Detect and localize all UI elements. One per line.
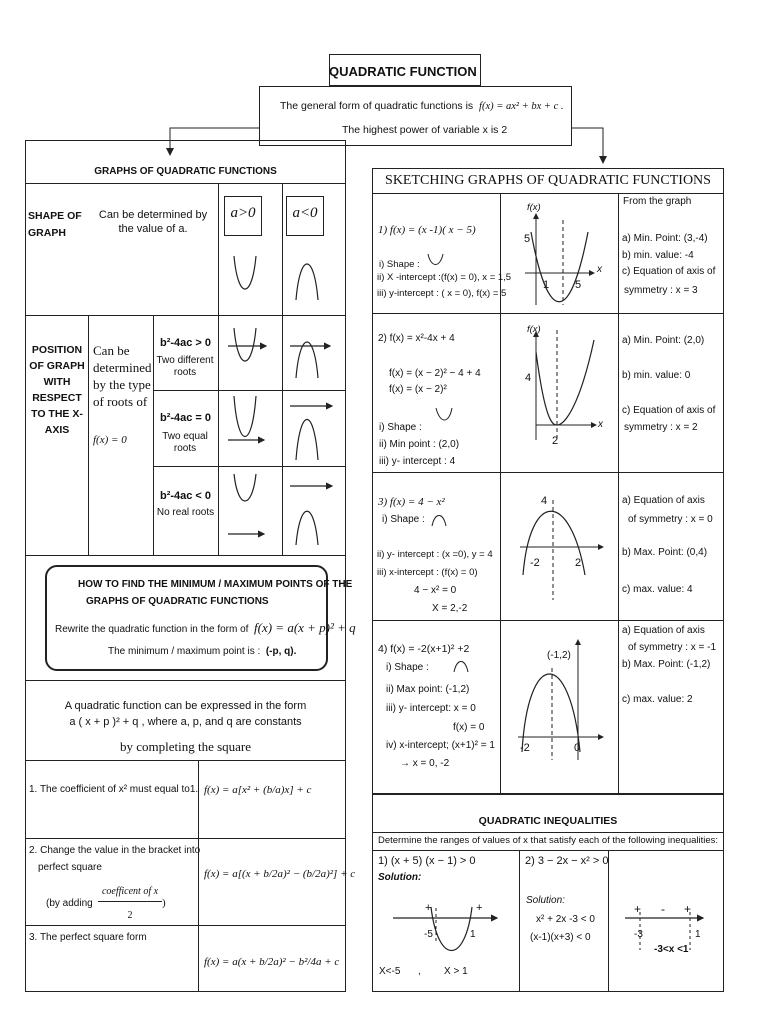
step-2-adding: (by adding: [46, 898, 93, 909]
disc-desc-1: Two different roots: [156, 355, 214, 378]
ex2-right-2: b) min. value: 0: [622, 370, 691, 381]
step-2-frac-den: 2: [127, 910, 133, 921]
a-pos-label: a>0: [230, 205, 256, 221]
q1-solution: Solution:: [378, 872, 422, 883]
ex4-line-4: f(x) = 0: [453, 722, 485, 733]
ex3-right-4: c) max. value: 4: [622, 584, 693, 595]
ex3-y4: 4: [541, 495, 548, 507]
ex4-x0: 0: [574, 742, 581, 754]
ex1-line-1: i) Shape :: [379, 259, 420, 270]
inequalities-instruction: Determine the ranges of values of x that satisfy each of the following inequalities:: [377, 835, 719, 846]
inequalities-title: QUADRATIC INEQUALITIES: [478, 815, 618, 827]
ex2-right-3: c) Equation of axis of: [622, 405, 716, 416]
q2: 2) 3 − 2x − x² > 0: [525, 855, 609, 867]
q1-p1: 1: [470, 929, 476, 940]
ex2-axis-x: x: [598, 419, 603, 430]
ex1-right-1: a) Min. Point: (3,-4): [622, 233, 708, 244]
q1-plus-right: +: [476, 902, 483, 914]
ex4-right-2: of symmetry : x = -1: [628, 642, 717, 653]
q2-range: -3<x <1: [654, 944, 689, 955]
ex3-line-1: i) Shape :: [382, 514, 425, 525]
q1-answer-right: X > 1: [444, 966, 468, 977]
ex1-x1: 1: [543, 279, 550, 291]
ex3-right-2: of symmetry : x = 0: [628, 514, 713, 525]
q2-plus-left: +: [634, 902, 642, 916]
ex3-line-4: 4 − x² = 0: [414, 585, 457, 596]
ex1-line-3: iii) y-intercept : ( x = 0), f(x) = 5: [377, 288, 507, 299]
ex1-line-2: ii) X -intercept :(f(x) = 0), x = 1,5: [377, 272, 512, 283]
ex4-line-1: i) Shape :: [386, 662, 429, 673]
ex4-right-3: b) Max. Point: (-1,2): [622, 659, 711, 670]
ex1-fx: 1) f(x) = (x -1)( x − 5): [378, 224, 476, 236]
ex1-right-2: b) min. value: -4: [622, 250, 694, 261]
completing-intro-2: a ( x + p )² + q , where a, p, and q are constants: [69, 716, 302, 728]
a-neg-label: a<0: [292, 205, 318, 221]
position-label: POSITION OF GRAPH WITH RESPECT TO THE X-AXIS: [29, 344, 85, 436]
ex4-peak: (-1,2): [547, 650, 571, 661]
disc-desc-2: Two equal roots: [162, 431, 208, 454]
ex2-right-1: a) Min. Point: (2,0): [622, 335, 705, 346]
q1-m5: -5: [424, 929, 433, 940]
ex2-line-3: i) Shape :: [379, 422, 422, 433]
disc-desc-3: No real roots: [156, 507, 215, 518]
step-1: 1. The coefficient of x² must equal to1.: [29, 784, 199, 795]
ex3-line-5: X = 2,-2: [432, 603, 468, 614]
completing-intro-3: by completing the square: [119, 739, 252, 754]
step-2-line1: 2. Change the value in the bracket into: [29, 845, 201, 856]
ex3-right-1: a) Equation of axis: [622, 495, 705, 506]
ex1-axis-x: x: [597, 264, 602, 275]
q2-solution: Solution:: [526, 895, 565, 906]
ex2-line-4: ii) Min point : (2,0): [379, 439, 460, 450]
q2-minus: -: [661, 902, 665, 916]
ex1-y5: 5: [524, 233, 531, 245]
ex3-fx: 3) f(x) = 4 − x²: [378, 496, 445, 508]
disc-cond-3: b²-4ac < 0: [159, 490, 212, 502]
step-3: 3. The perfect square form: [29, 932, 147, 943]
ex2-fx: 2) f(x) = x²-4x + 4: [378, 333, 455, 344]
q2-line-1: x² + 2x -3 < 0: [536, 914, 595, 925]
q1-answer-left: X<-5: [379, 966, 401, 977]
minmax-title-1: HOW TO FIND THE MINIMUM / MAXIMUM POINTS OF THE: [78, 579, 353, 590]
ex4-line-3: iii) y- intercept: x = 0: [386, 703, 476, 714]
q2-m3: -3: [634, 929, 643, 940]
ex4-right-1: a) Equation of axis: [622, 625, 705, 636]
from-graph-label: From the graph: [623, 196, 692, 207]
ex1-axis-y: f(x): [527, 202, 541, 213]
ex4-line-5: iv) x-intercept; (x+1)² = 1: [386, 740, 495, 751]
highest-power-text: The highest power of variable x is 2: [342, 124, 508, 136]
minmax-point: The minimum / maximum point is : (-p, q).: [108, 646, 297, 657]
ex2-line-2: f(x) = (x − 2)²: [389, 384, 447, 395]
q1: 1) (x + 5) (x − 1) > 0: [378, 855, 476, 867]
position-desc: Can be determined by the type of roots of: [93, 343, 152, 409]
ex1-right-3: c) Equation of axis of: [622, 266, 716, 277]
step-2-frac-num: coefficent of x: [101, 886, 159, 897]
ex4-line-2: ii) Max point: (-1,2): [386, 684, 470, 695]
shape-label: SHAPE OF GRAPH: [28, 210, 82, 239]
q1-plus-left: +: [425, 902, 432, 914]
step-3-eq: f(x) = a(x + b/2a)² − b²/4a + c: [204, 956, 340, 968]
ex2-line-1: f(x) = (x − 2)² − 4 + 4: [389, 368, 481, 379]
q1-comma: ,: [418, 966, 421, 977]
page-title: QUADRATIC FUNCTION: [329, 64, 477, 79]
ex4-line-6: → x = 0, -2: [400, 758, 450, 769]
q2-line-2: (x-1)(x+3) < 0: [530, 932, 591, 943]
ex3-x2: 2: [575, 557, 582, 569]
general-form-text: The general form of quadratic functions is f(x) = ax² + bx + c .: [280, 100, 564, 112]
minmax-rewrite: Rewrite the quadratic function in the form of f(x) = a(x + p)² + q: [55, 620, 356, 635]
shape-desc: Can be determined by the value of a.: [98, 209, 208, 235]
step-2-line2: perfect square: [38, 862, 102, 873]
ex2-y4: 4: [525, 372, 532, 384]
step-2-eq: f(x) = a[(x + b/2a)² − (b/2a)²] + c: [204, 868, 356, 880]
step-1-eq: f(x) = a[x² + (b/a)x] + c: [204, 784, 312, 796]
ex3-right-3: b) Max. Point: (0,4): [622, 547, 708, 558]
ex2-line-5: iii) y- intercept : 4: [379, 456, 456, 467]
disc-cond-2: b²-4ac = 0: [159, 412, 212, 424]
position-fx: f(x) = 0: [93, 434, 127, 446]
ex1-right-4: symmetry : x = 3: [624, 285, 698, 296]
sketching-title: SKETCHING GRAPHS OF QUADRATIC FUNCTIONS: [385, 173, 711, 188]
minmax-title-2: GRAPHS OF QUADRATIC FUNCTIONS: [86, 596, 269, 607]
ex4-right-4: c) max. value: 2: [622, 694, 693, 705]
ex3-xm2: -2: [530, 557, 540, 569]
graphs-title: GRAPHS OF QUADRATIC FUNCTIONS: [94, 166, 277, 177]
ex3-line-2: ii) y- intercept : (x =0), y = 4: [377, 549, 493, 560]
ex2-right-4: symmetry : x = 2: [624, 422, 698, 433]
q2-p1: 1: [695, 929, 701, 940]
ex4-xm2: -2: [520, 742, 530, 754]
completing-intro-1: A quadratic function can be expressed in the form: [64, 700, 307, 712]
disc-cond-1: b²-4ac > 0: [159, 337, 212, 349]
ex4-fx: 4) f(x) = -2(x+1)² +2: [378, 643, 470, 655]
q2-plus-right: +: [684, 902, 692, 916]
ex2-x2: 2: [552, 435, 559, 447]
ex3-line-3: iii) x-intercept : (f(x) = 0): [377, 567, 478, 578]
ex1-x5: 5: [575, 279, 582, 291]
step-2-close-paren: ): [162, 897, 166, 909]
ex2-axis-y: f(x): [527, 324, 541, 335]
